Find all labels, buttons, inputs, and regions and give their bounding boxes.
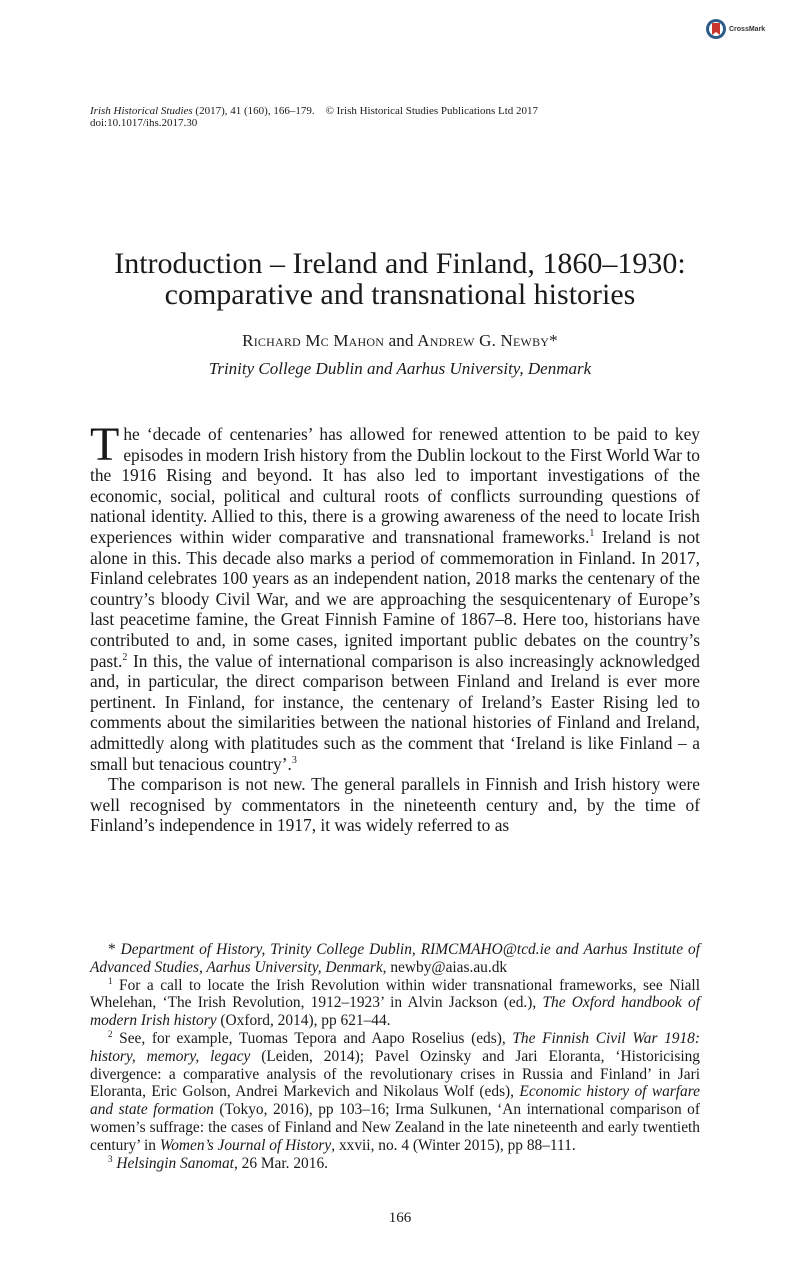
footnote-1-marker: 1	[108, 975, 113, 986]
footnote-2-text-3: (Tokyo, 2016), pp 103–16; Irma Sulkunen, ‘An international comparison of women’s suffrage: the cases of Finland and New Zealand in the late nineteenth and early twentieth century’ in	[90, 1101, 700, 1154]
author-line	[60, 331, 740, 351]
citation-line	[90, 105, 710, 117]
footnote-star	[90, 941, 700, 977]
footnote-3-italic-1: Helsingin Sanomat	[116, 1154, 234, 1172]
footnote-1	[90, 977, 700, 1030]
footnote-3	[90, 1155, 700, 1173]
page-number: 166	[388, 1210, 412, 1226]
footnote-1-italic-1: The Oxford handbook of modern Irish history	[90, 994, 700, 1030]
footnote-2-text-4: , xxvii, no. 4 (Winter 2015), pp 88–111.	[331, 1136, 576, 1154]
footnote-ref-1[interactable]: 1	[589, 527, 595, 539]
footnote-3-marker: 3	[108, 1153, 113, 1164]
author-conjunction: and	[388, 331, 414, 350]
p1-text-1: he ‘decade of centenaries’ has allowed for renewed attention to be paid to key episodes in modern Irish history from the Dublin lockout to the First World War to the 1916 Rising and beyond. It has also led to important investigations of the economic, social, political and cultural roots of conflicts surrounding questions of national identity. Allied to this, there is a growing awareness of the need to locate Irish experiences within wider comparative and transnational frameworks.	[90, 424, 700, 547]
footnote-2-italic-2: Economic history of warfare and state formation	[90, 1083, 700, 1119]
journal-citation: (2017), 41 (160), 166–179.	[192, 105, 315, 117]
title-line-1: Introduction – Ireland and Finland, 1860–1930:	[114, 247, 686, 280]
footnote-ref-2[interactable]: 2	[122, 651, 128, 663]
footnote-2	[90, 1030, 700, 1155]
footnote-3-text-1: , 26 Mar. 2016.	[233, 1154, 328, 1172]
doi[interactable]: doi:10.1017/ihs.2017.30	[90, 117, 198, 129]
author-1: Richard Mc Mahon	[242, 331, 385, 350]
footnotes	[90, 941, 700, 1172]
footnote-1-text-1: For a call to locate the Irish Revolution within wider transnational frameworks, see Niall Whelehan, ‘The Irish Revolution, 1912–1923’ in Alvin Jackson (ed.),	[90, 976, 700, 1012]
drop-cap: T	[90, 418, 120, 471]
author-email[interactable]: newby@aias.au.dk	[390, 958, 508, 976]
footnote-1-text-2: (Oxford, 2014), pp 621–44.	[216, 1012, 391, 1030]
article-title	[60, 248, 740, 310]
crossmark-label: CrossMark	[729, 25, 766, 33]
footnote-2-italic-3: Women’s Journal of History	[159, 1136, 332, 1154]
author-2: Andrew G. Newby*	[417, 331, 558, 350]
journal-header	[90, 105, 710, 129]
crossmark-badge[interactable]	[705, 14, 775, 44]
article-body	[90, 418, 700, 836]
footnote-2-text-1: See, for example, Tuomas Tepora and Aapo Roselius (eds),	[112, 1029, 513, 1047]
copyright-notice: © Irish Historical Studies Publications Ltd 2017	[325, 105, 539, 117]
footnote-star-text: Department of History, Trinity College Dublin, RIMCMAHO@tcd.ie and Aarhus Institute of Advanced Studies, Aarhus University, Denmark,	[90, 941, 700, 976]
paragraph-1	[90, 418, 700, 774]
p1-text-3: In this, the value of international comparison is also increasingly acknowledged and, in particular, the direct comparison between Finland and Ireland is ever more pertinent. In Finland, for instance, the centenary of Ireland’s Easter Rising led to comments about the similarities between the national histories of Finland and Ireland, admittedly along with platitudes such as the comment that ‘Ireland is like Finland – a small but tenacious country’.	[90, 650, 700, 774]
footnote-ref-3[interactable]: 3	[291, 754, 297, 766]
footnote-star-marker: *	[108, 941, 116, 958]
paragraph-2: The comparison is not new. The general parallels in Finnish and Irish history were well recognised by commentators in the nineteenth century and, by the time of Finland’s independence in 1917, it was widely referred to as	[90, 774, 700, 836]
title-line-2: comparative and transnational histories	[164, 278, 636, 311]
crossmark-icon	[705, 18, 727, 40]
footnote-2-italic-1: The Finnish Civil War 1918: history, memory, legacy	[90, 1029, 700, 1065]
journal-title: Irish Historical Studies	[90, 105, 193, 117]
author-affiliation: Trinity College Dublin and Aarhus University, Denmark	[208, 359, 592, 378]
p1-text-2: Ireland is not alone in this. This decade also marks a period of commemoration in Finland. In 2017, Finland celebrates 100 years as an independent nation, 2018 marks the centenary of the country’s bloody Civil War, and we are approaching the sesquicentenary of Europe’s last peacetime famine, the Great Finnish Famine of 1867–8. Here too, historians have contributed to and, in some cases, ignited important public debates on the country’s past.	[90, 526, 700, 671]
footnote-2-text-2: (Leiden, 2014); Pavel Ozinsky and Jari Eloranta, ‘Historicising divergence: a comparative analysis of the revolutionary crises in Russia and Finland’ in Jari Eloranta, Eric Golson, Andrei Markevich and Nikolaus Wolf (eds),	[90, 1047, 700, 1101]
footnote-2-marker: 2	[108, 1028, 113, 1039]
